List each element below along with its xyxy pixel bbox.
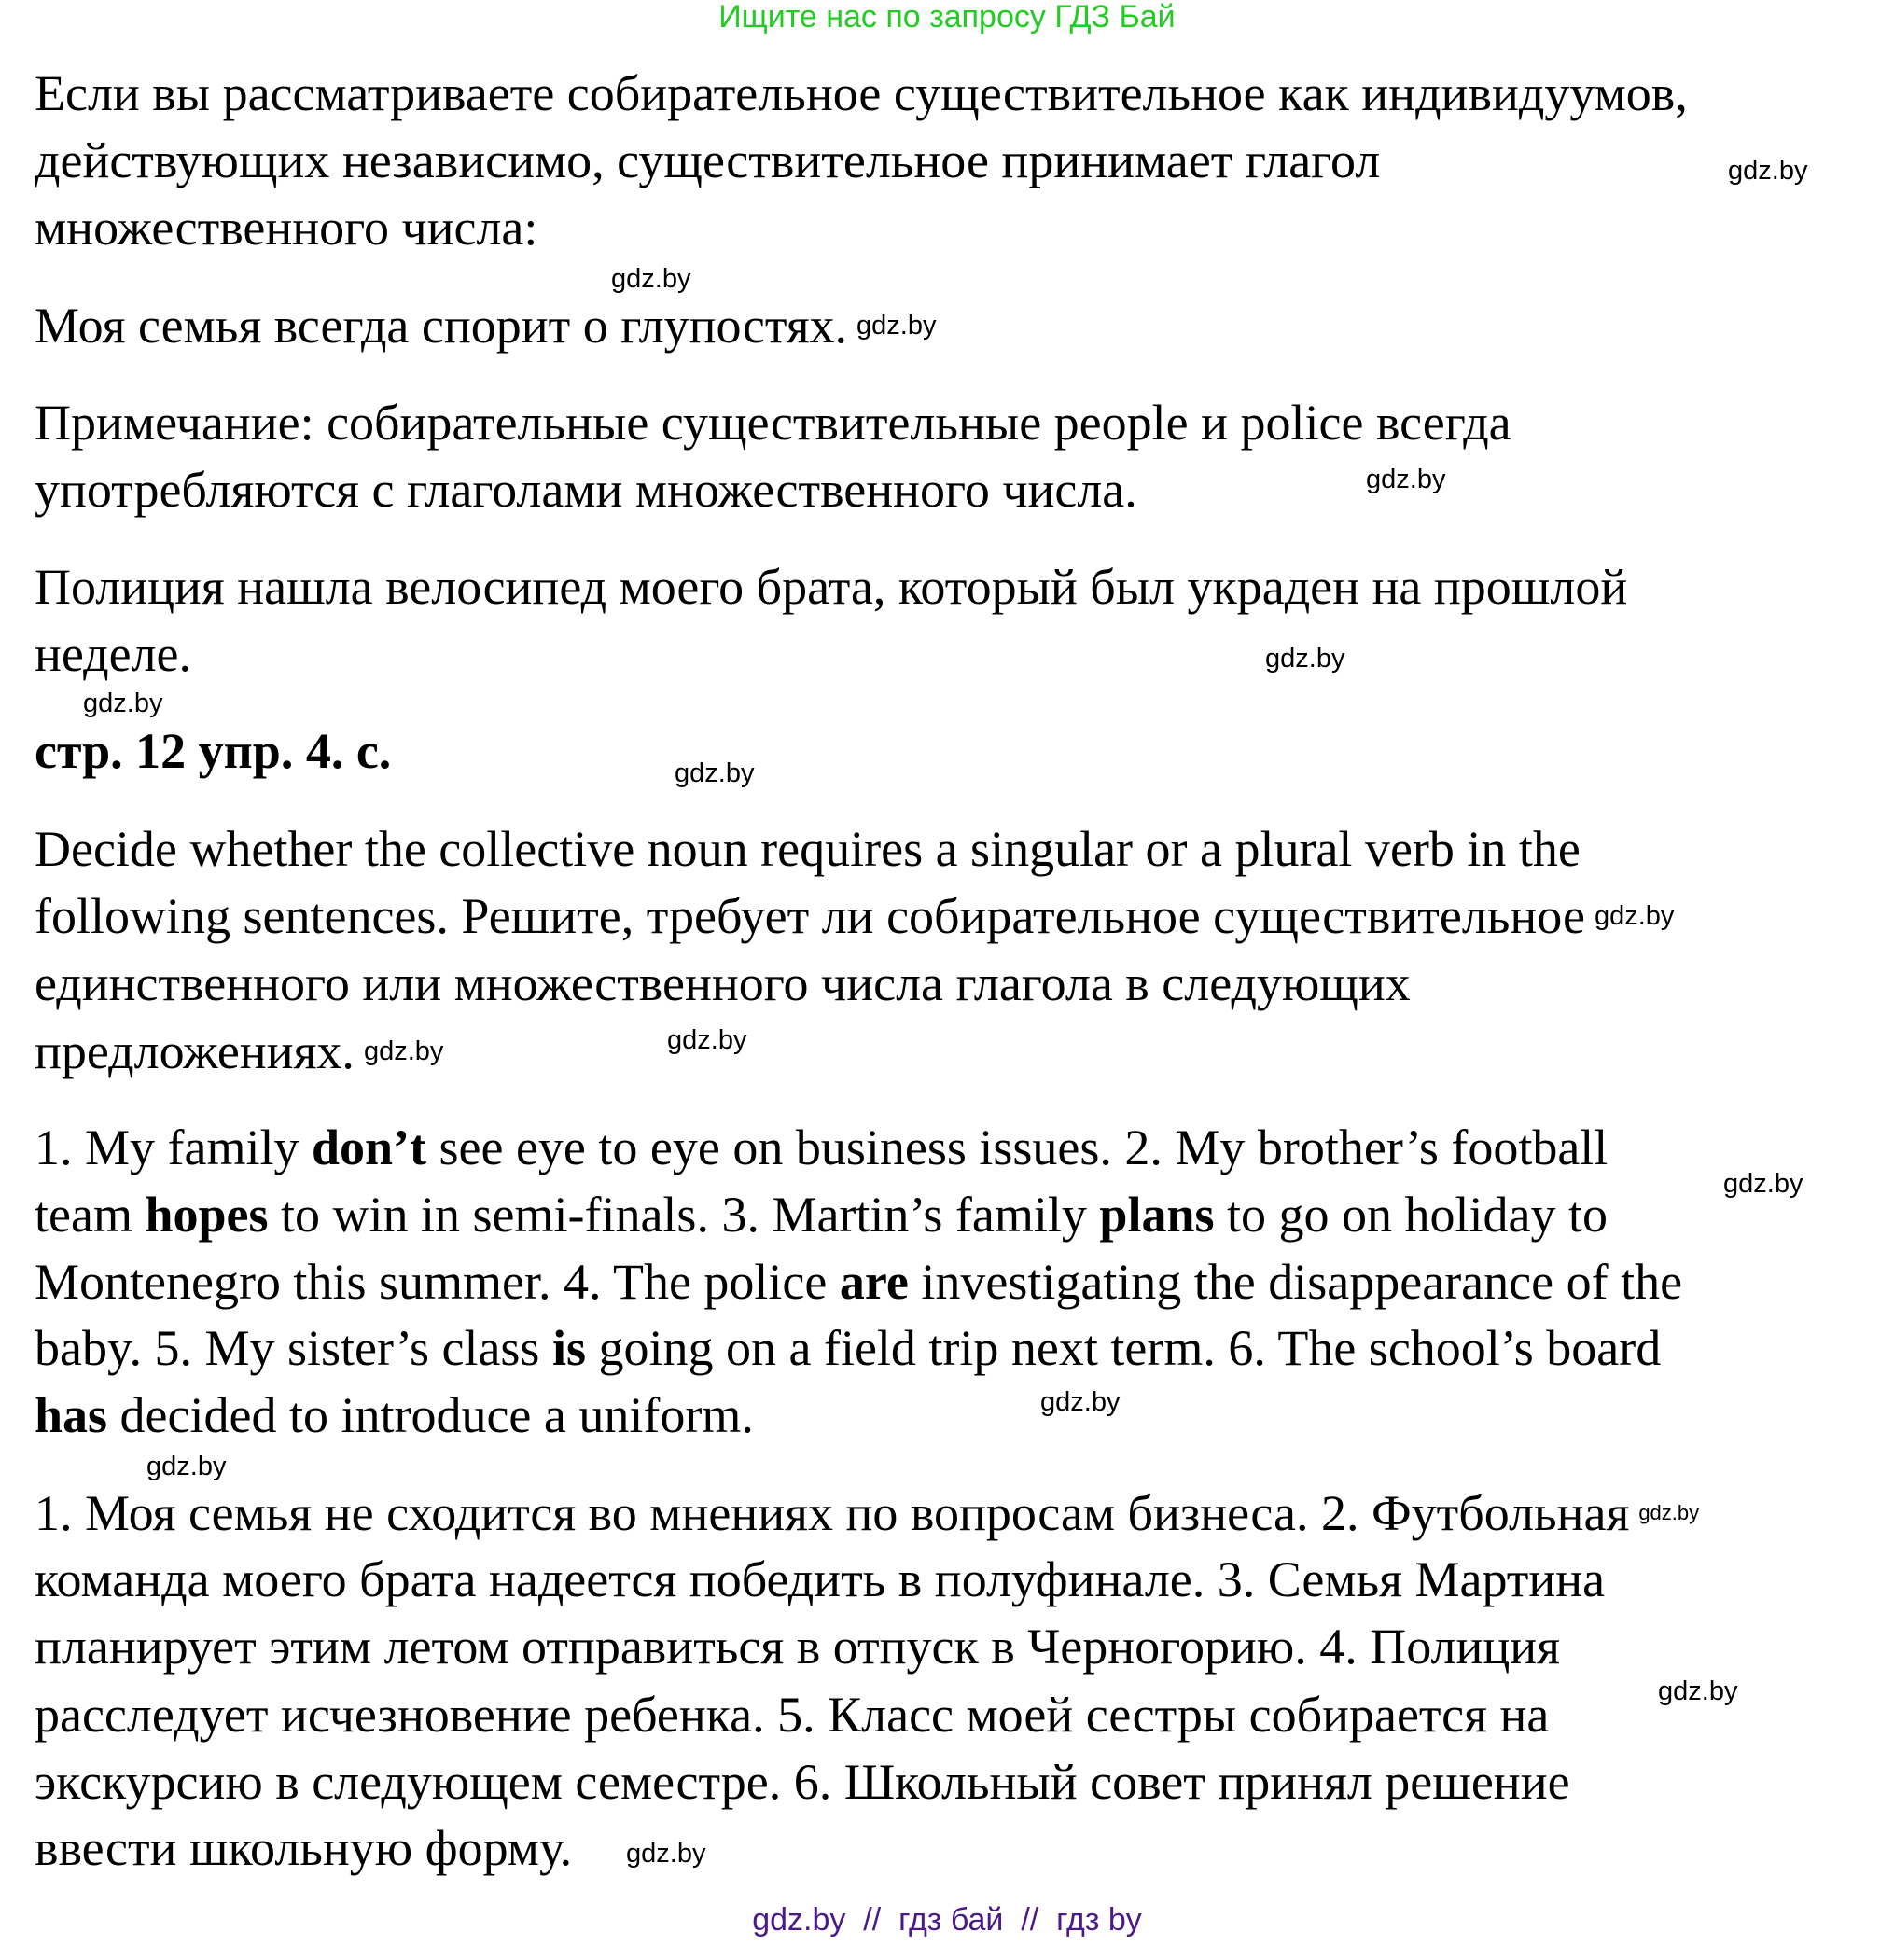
text-line: предложениях. [35,1023,355,1079]
text-line: употребляются с глаголами множественного числа. [35,462,1137,518]
text: to go on holiday to [1214,1187,1608,1243]
translation-line: команда моего брата надеется победить в полуфинале. 3. Семья Мартина [35,1551,1606,1607]
watermark: gdz.by [1265,644,1345,674]
answer-verb: hopes [145,1187,269,1243]
text: see eye to eye on business issues. 2. My brother’s football [426,1119,1609,1175]
translation-line: расследует исчезновение ребенка. 5. Класс моей сестры собирается на [35,1687,1550,1743]
watermark: gdz.by [1040,1387,1121,1417]
answer-verb: has [35,1387,108,1443]
text-line: единственного или множественного числа глагола в следующих [35,955,1411,1011]
english-line [35,1119,1608,1176]
text-line: неделе. [35,626,192,682]
text: to win in semi-finals. 3. Martin’s family [268,1187,1100,1243]
english-line [35,1253,1682,1311]
watermark: gdz.by [363,1036,444,1066]
text-line: Моя семья всегда спорит о глупостях. [35,298,848,354]
text-line: Decide whether the collective noun requires a singular or a plural verb in the [35,821,1581,877]
watermark: gdz.by [146,1452,227,1481]
translation-line: экскурсию в следующем семестре. 6. Школьный совет принял решение [35,1754,1570,1810]
text-line: Полиция нашла велосипед моего брата, который был украден на прошлой [35,559,1628,615]
answer-verb: plans [1099,1187,1215,1243]
watermark: gdz.by [1728,156,1808,186]
text-line: действующих независимо, существительное принимает глагол [35,132,1381,188]
text: baby. 5. My sister’s class [35,1320,552,1376]
translation-line: планирует этим летом отправиться в отпуск в Черногорию. 4. Полиция [35,1619,1560,1675]
watermark: gdz.by [626,1839,706,1869]
watermark: gdz.by [675,758,755,788]
text: 1. My family [35,1119,312,1175]
text: going on a field trip next term. 6. The school’s board [585,1320,1662,1376]
english-line [35,1319,1661,1377]
search-hint-banner: Ищите нас по запросу ГДЗ Бай [718,0,1176,35]
answer-verb: is [551,1320,586,1376]
english-line [35,1186,1608,1244]
text: team [35,1187,146,1243]
english-line [35,1386,754,1444]
text-line: Примечание: собирательные существительные people и police всегда [35,395,1511,451]
text: decided to introduce a uniform. [107,1387,754,1443]
text: Montenegro this summer. 4. The police [35,1254,840,1310]
watermark: gdz.by [667,1025,747,1055]
footer-links: gdz.by // гдз бай // гдз by [752,1902,1142,1938]
text-line: множественного числа: [35,200,538,256]
answer-verb: are [839,1254,909,1310]
watermark: gdz.by [1638,1501,1700,1524]
watermark: gdz.by [1723,1169,1803,1199]
watermark: gdz.by [856,311,937,341]
answer-verb: don’t [311,1119,427,1175]
exercise-heading: стр. 12 упр. 4. с. [35,723,392,779]
watermark: gdz.by [1366,465,1446,494]
watermark: gdz.by [611,264,691,294]
watermark: gdz.by [83,688,163,718]
watermark: gdz.by [1658,1676,1738,1706]
translation-line: 1. Моя семья не сходится во мнениях по вопросам бизнеса. 2. Футбольная [35,1485,1630,1541]
watermark: gdz.by [1594,901,1675,931]
text-line: Если вы рассматриваете собирательное существительное как индивидуумов, [35,65,1688,121]
translation-line: ввести школьную форму. [35,1820,573,1876]
text-line: following sentences. Решите, требует ли собирательное существительное [35,888,1585,944]
text: investigating the disappearance of the [908,1254,1683,1310]
